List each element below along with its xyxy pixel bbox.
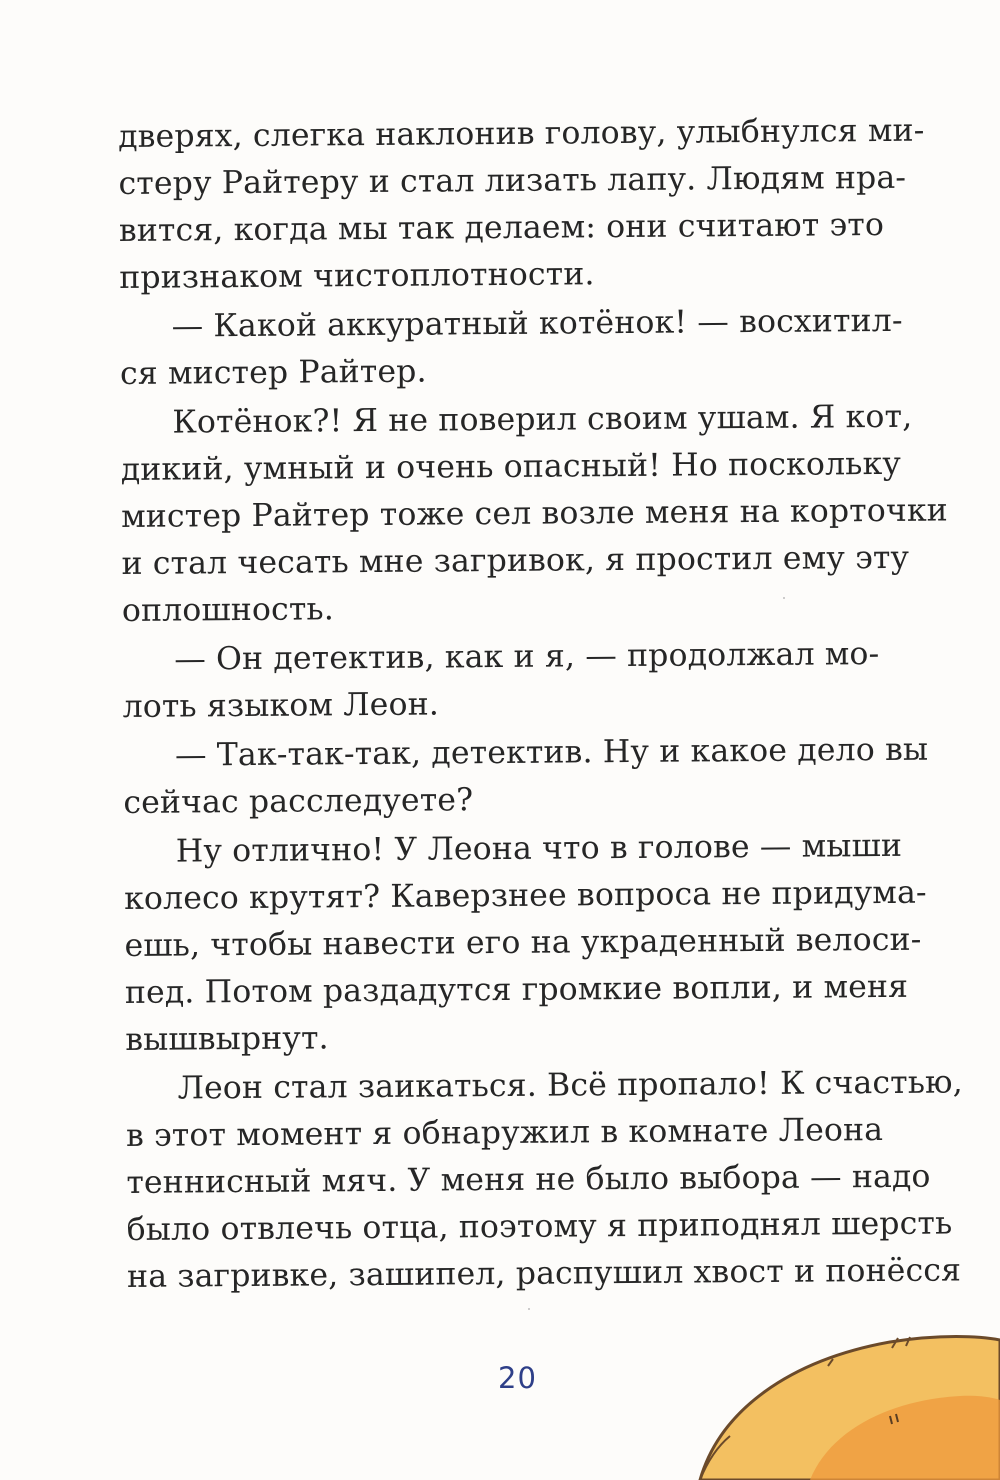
text-line: — Он детектив, как и я, — продолжал мо- <box>174 636 880 678</box>
text-line: в этот момент я обнаружил в комнате Леона <box>125 1112 884 1154</box>
text-line: Леон стал заикаться. Всё пропало! К счастью, <box>177 1064 963 1107</box>
corner-illustration <box>660 1300 1000 1480</box>
text-line: вится, когда мы так делаем: они считают это <box>118 206 885 249</box>
text-line: дверях, слегка наклонив голову, улыбнулся ми- <box>118 112 925 155</box>
text-line: ешь, чтобы навести его на украденный велоси- <box>124 921 922 964</box>
text-line: стеру Райтеру и стал лизать лапу. Людям нра- <box>118 159 907 202</box>
text-line: — Какой аккуратный котёнок! — восхитил- <box>171 302 903 345</box>
body-text <box>118 112 963 1295</box>
text-line: — Так-так-так, детектив. Ну и какое дело вы <box>174 731 929 774</box>
text-line: оплошность. <box>121 591 335 629</box>
text-line: ся мистер Райтер. <box>119 353 427 392</box>
text-line: Ну отлично! У Леона что в голове — мыши <box>175 827 903 870</box>
text-line: сейчас расследуете? <box>123 782 474 821</box>
text-line: мистер Райтер тоже сел возле меня на корточки <box>120 492 948 535</box>
text-line: колесо крутят? Каверзнее вопроса не придума- <box>123 874 927 917</box>
text-line: вышвырнут. <box>125 1020 329 1058</box>
text-line: пед. Потом раздадутся громкие вопли, и меня <box>124 968 909 1011</box>
text-line: теннисный мяч. У меня не было выбора — надо <box>126 1158 931 1201</box>
text-line: признаком чистоплотности. <box>119 256 595 296</box>
page-number: 20 <box>498 1361 537 1395</box>
text-line: лоть языком Леон. <box>122 686 440 725</box>
paper-speck <box>783 597 785 599</box>
text-line: Котёнок?! Я не поверил своим ушам. Я кот, <box>172 398 913 441</box>
text-line: было отвлечь отца, поэтому я приподнял шерсть <box>126 1205 953 1248</box>
text-line: на загривке, зашипел, распушил хвост и понёсся <box>126 1252 962 1295</box>
text-line: дикий, умный и очень опасный! Но поскольку <box>120 445 902 488</box>
paper-speck <box>528 1308 530 1310</box>
text-line: и стал чесать мне загривок, я простил ему эту <box>121 539 910 582</box>
